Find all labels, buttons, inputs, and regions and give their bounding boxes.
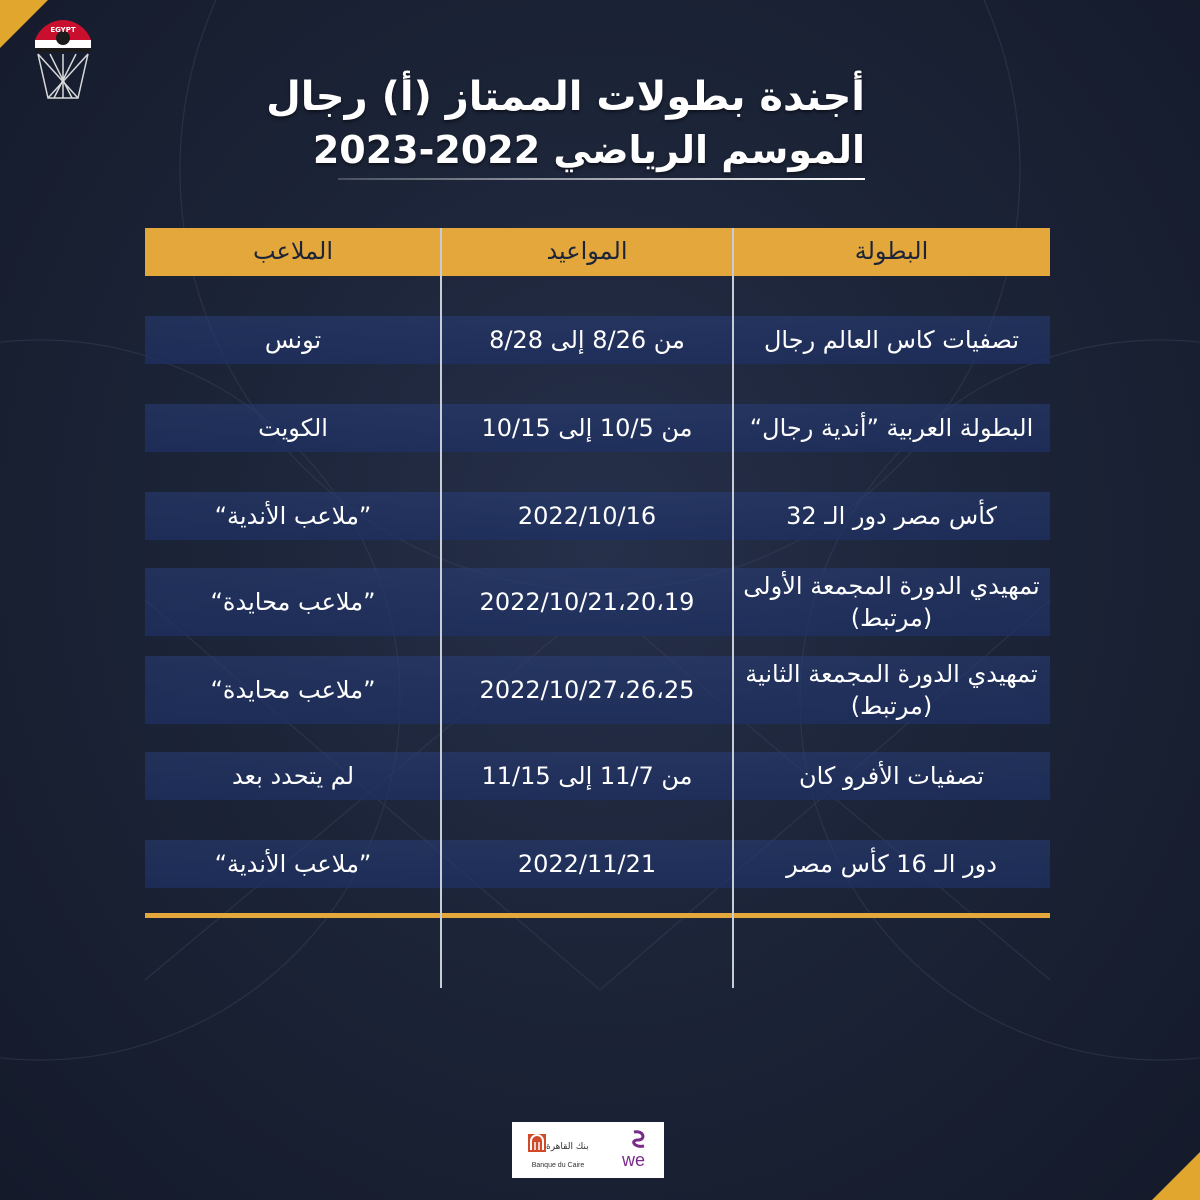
championship-cell: تصفيات كاس العالم رجال bbox=[763, 326, 1020, 354]
date-cell bbox=[441, 404, 733, 452]
venue-cell: ”ملاعب الأندية“ bbox=[214, 502, 372, 530]
date-cell bbox=[441, 492, 733, 540]
header-championship: البطولة bbox=[854, 237, 929, 265]
date-text: من 10/5 إلى 10/15 bbox=[481, 414, 693, 442]
logo-text: EGYPT bbox=[50, 26, 76, 34]
date-text: من 11/7 إلى 11/15 bbox=[481, 762, 693, 790]
column-divider bbox=[732, 228, 734, 988]
page-title bbox=[266, 66, 865, 186]
table-row bbox=[145, 568, 1050, 636]
we-text: we bbox=[622, 1150, 646, 1170]
table-row bbox=[145, 752, 1050, 800]
championship-cell: كأس مصر دور الـ 32 bbox=[786, 502, 997, 530]
venue-cell: ”ملاعب الأندية“ bbox=[214, 850, 372, 878]
date-cell bbox=[441, 752, 733, 800]
we-swirl-icon bbox=[626, 1128, 656, 1150]
venue-cell: ”ملاعب محايدة“ bbox=[210, 588, 376, 616]
header-dates: المواعيد bbox=[546, 237, 628, 265]
date-text: من 8/26 إلى 8/28 bbox=[489, 326, 685, 354]
sponsors-box bbox=[512, 1122, 664, 1178]
date-text: 2022/10/16 bbox=[517, 502, 657, 530]
we-logo bbox=[620, 1128, 660, 1172]
date-cell bbox=[441, 656, 733, 724]
venue-cell: الكويت bbox=[258, 414, 328, 442]
title-line-2: الموسم الرياضي 2022-2023 bbox=[312, 128, 865, 172]
date-cell bbox=[441, 840, 733, 888]
table-row bbox=[145, 840, 1050, 888]
championship-cell: تمهيدي الدورة المجمعة الثانية (مرتبط) bbox=[745, 660, 1038, 720]
championship-cell: دور الـ 16 كأس مصر bbox=[786, 850, 997, 878]
date-cell bbox=[441, 316, 733, 364]
title-line-1: أجندة بطولات الممتاز (أ) رجال bbox=[266, 74, 865, 120]
header-venues: الملاعب bbox=[252, 237, 334, 265]
date-text: 2022/10/27،26،25 bbox=[479, 676, 695, 704]
venue-cell: لم يتحدد بعد bbox=[231, 762, 355, 790]
championship-cell: البطولة العربية ”أندية رجال“ bbox=[749, 414, 1034, 442]
bank-name-french: Banque du Caire bbox=[531, 1162, 585, 1169]
championship-cell: تمهيدي الدورة المجمعة الأولى (مرتبط) bbox=[743, 572, 1040, 632]
egypt-basketball-logo bbox=[28, 18, 98, 108]
date-cell bbox=[441, 568, 733, 636]
venue-cell: ”ملاعب محايدة“ bbox=[210, 676, 376, 704]
schedule-table bbox=[145, 228, 1050, 988]
date-text: 2022/10/21،20،19 bbox=[479, 588, 695, 616]
venue-cell: تونس bbox=[264, 326, 322, 354]
table-row bbox=[145, 656, 1050, 724]
banque-du-caire-logo bbox=[518, 1128, 598, 1172]
table-bottom-rule bbox=[145, 913, 1050, 918]
bank-emblem-icon bbox=[526, 1132, 548, 1154]
title-underline bbox=[338, 178, 865, 180]
table-row bbox=[145, 492, 1050, 540]
table-header bbox=[145, 228, 1050, 276]
date-text: 2022/11/21 bbox=[517, 850, 657, 878]
bank-name-arabic: بنك القاهرة bbox=[546, 1142, 589, 1152]
championship-cell: تصفيات الأفرو كان bbox=[798, 762, 985, 790]
column-divider bbox=[440, 228, 442, 988]
table-row bbox=[145, 404, 1050, 452]
table-row bbox=[145, 316, 1050, 364]
